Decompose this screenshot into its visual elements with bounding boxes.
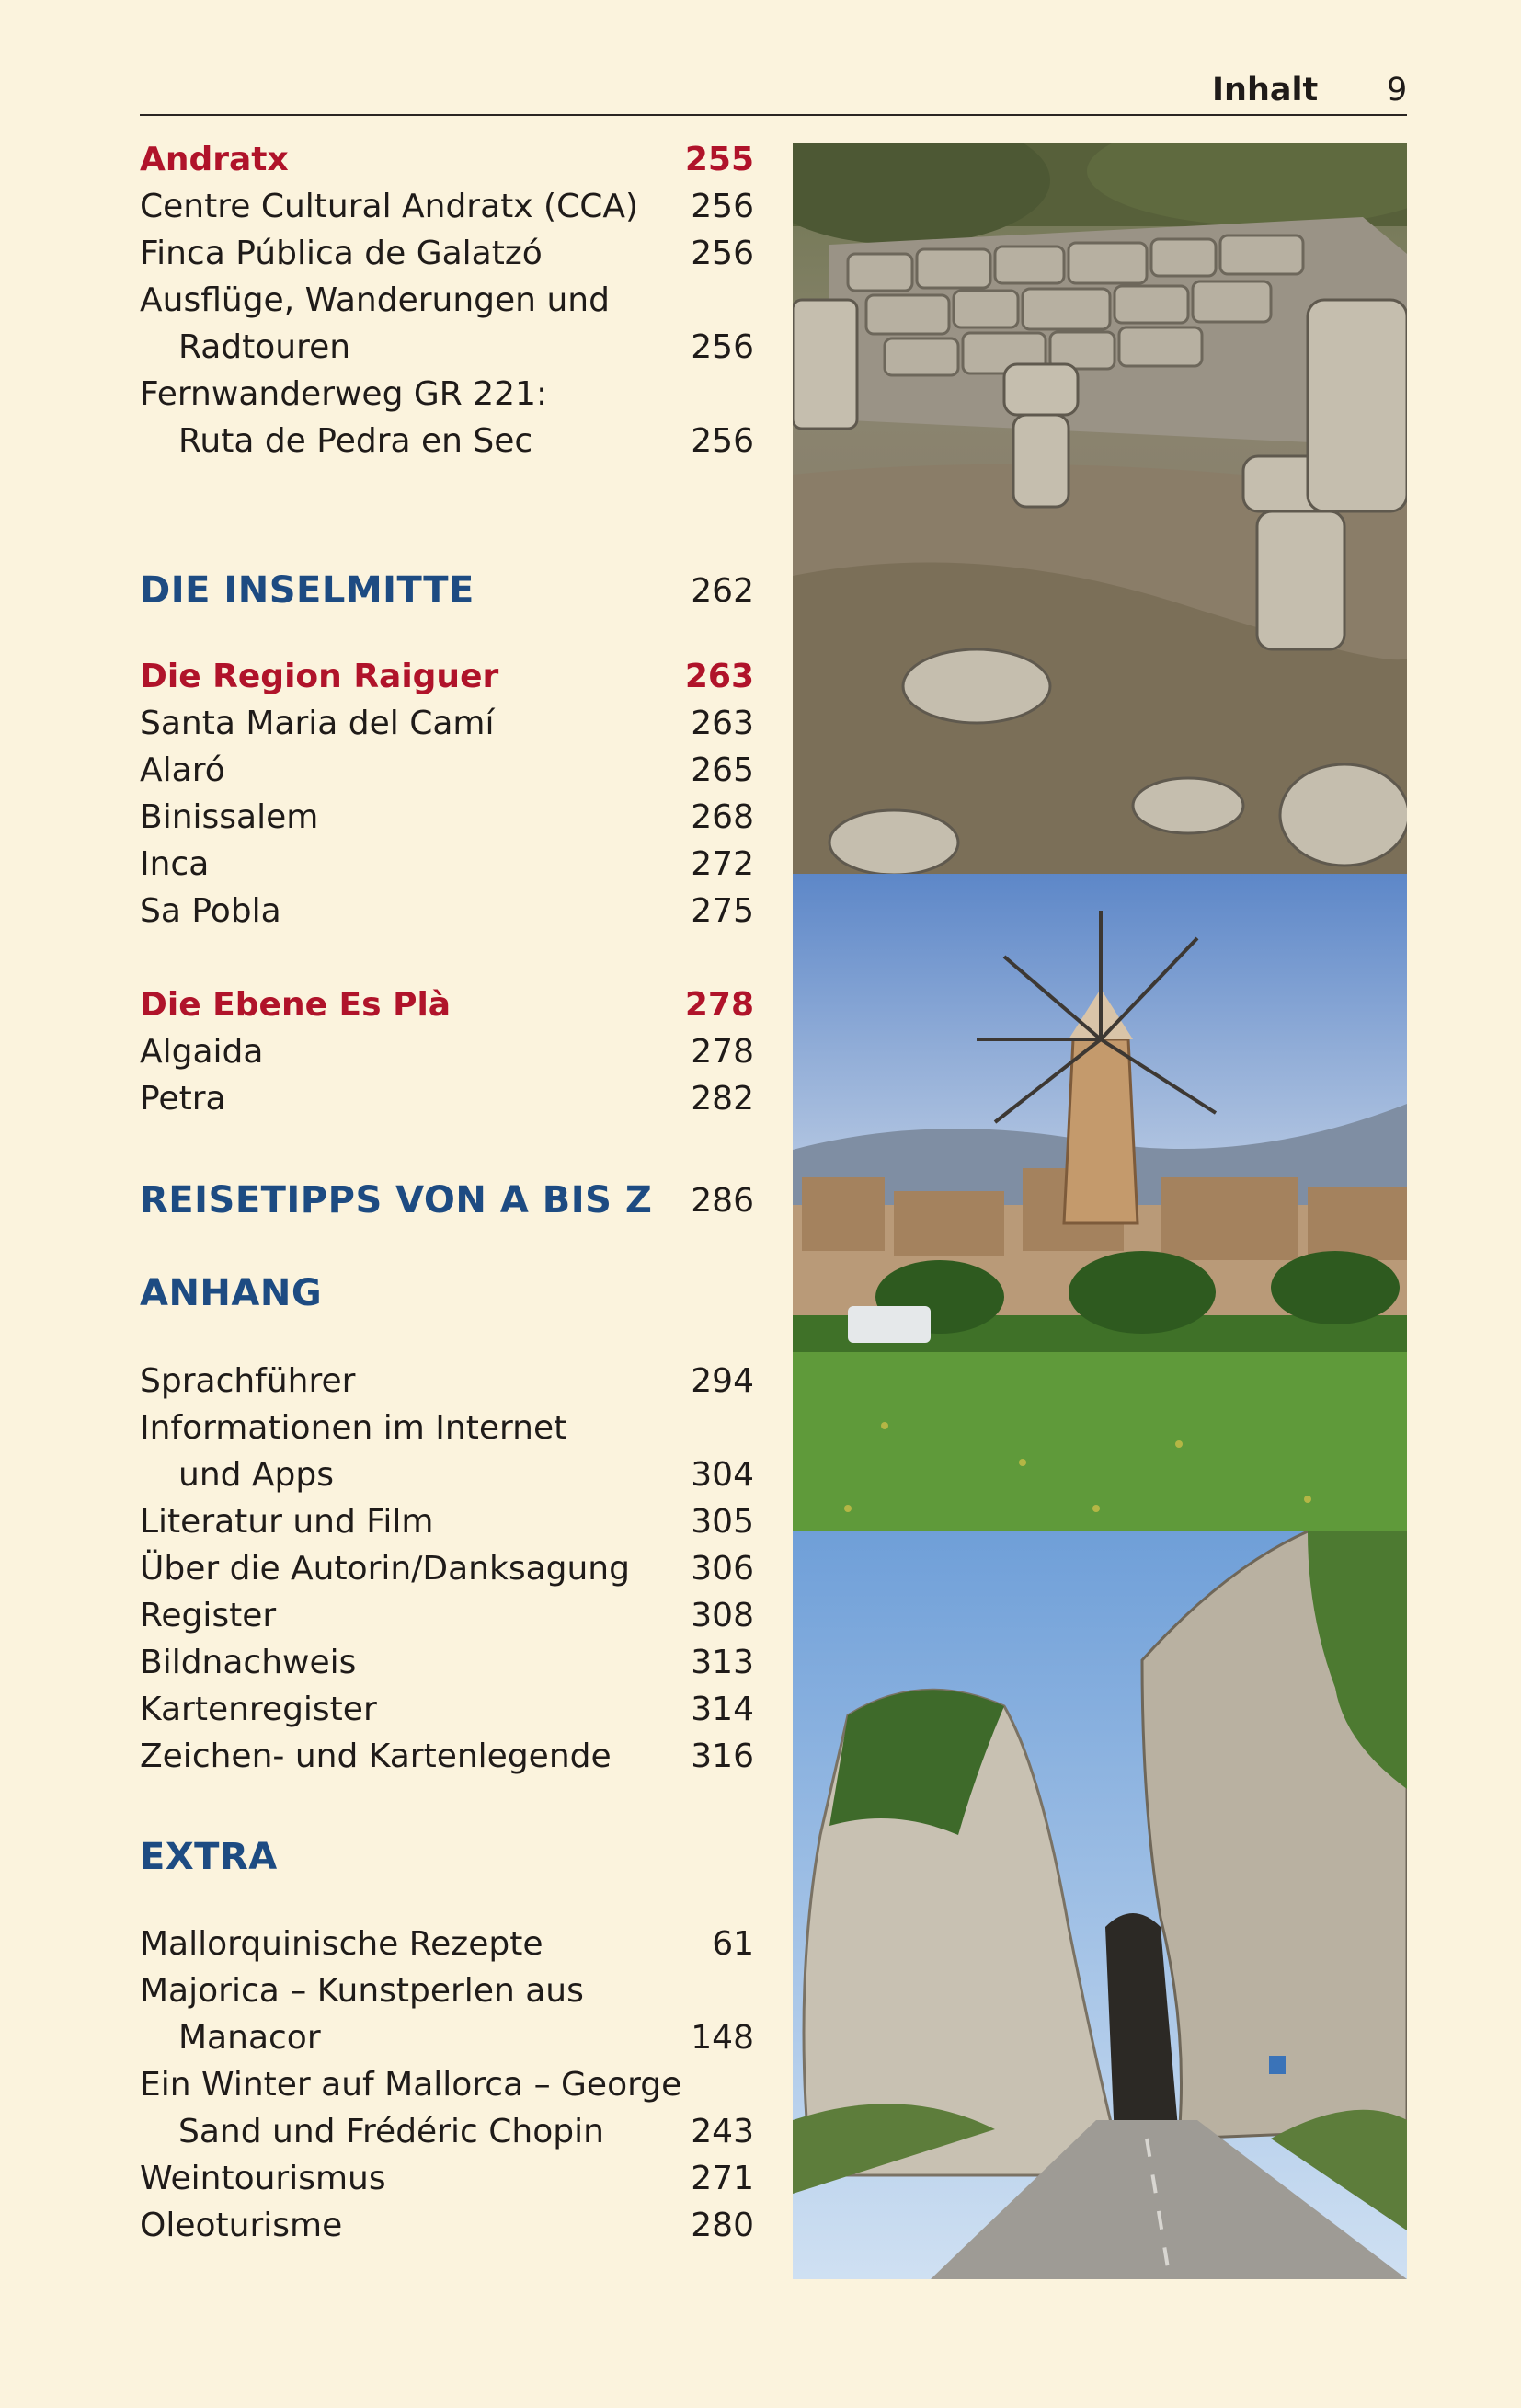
photo-gorge-road bbox=[793, 1531, 1407, 2279]
toc-subsection: Die Ebene Es Plà 278 bbox=[140, 986, 754, 1024]
toc-entry: Majorica – Kunstperlen aus bbox=[140, 1972, 584, 2010]
toc-entry: Ruta de Pedra en Sec 256 bbox=[178, 422, 754, 460]
toc-entry: Literatur und Film 305 bbox=[140, 1503, 754, 1541]
toc-entry: Fernwanderweg GR 221: bbox=[140, 375, 548, 413]
toc-entry: Radtouren 256 bbox=[178, 328, 754, 366]
toc-entry: Ein Winter auf Mallorca – George bbox=[140, 2066, 682, 2104]
header-rule bbox=[140, 114, 1407, 116]
toc-entry: Über die Autorin/Danksagung 306 bbox=[140, 1550, 754, 1588]
toc-entry: Oleoturisme 280 bbox=[140, 2207, 754, 2244]
toc-section-heading: REISETIPPS VON A BIS Z 286 bbox=[140, 1179, 754, 1221]
toc-section-heading: EXTRA bbox=[140, 1836, 278, 1878]
toc-entry: Petra 282 bbox=[140, 1080, 754, 1118]
toc-entry: Santa Maria del Camí 263 bbox=[140, 705, 754, 742]
toc-entry: Weintourismus 271 bbox=[140, 2160, 754, 2197]
page-number: 9 bbox=[1387, 72, 1408, 109]
running-header-title: Inhalt bbox=[1212, 72, 1319, 109]
photo-windmill bbox=[793, 874, 1407, 1531]
toc-entry: Mallorquinische Rezepte 61 bbox=[140, 1925, 754, 1963]
toc-entry: Register 308 bbox=[140, 1597, 754, 1634]
toc-subsection: Andratx 255 bbox=[140, 141, 754, 178]
toc-entry: Bildnachweis 313 bbox=[140, 1644, 754, 1681]
toc-entry: Zeichen- und Kartenlegende 316 bbox=[140, 1737, 754, 1775]
photo-stone-ruins bbox=[793, 143, 1407, 874]
toc-entry: Algaida 278 bbox=[140, 1033, 754, 1071]
toc-subsection: Die Region Raiguer 263 bbox=[140, 658, 754, 695]
toc-entry: Sand und Frédéric Chopin 243 bbox=[178, 2113, 754, 2150]
toc-entry: Manacor 148 bbox=[178, 2019, 754, 2057]
toc-entry: Ausflüge, Wanderungen und bbox=[140, 281, 610, 319]
toc-entry: Inca 272 bbox=[140, 845, 754, 883]
toc-entry: und Apps 304 bbox=[178, 1456, 754, 1494]
toc-entry: Binissalem 268 bbox=[140, 798, 754, 836]
toc-entry: Kartenregister 314 bbox=[140, 1691, 754, 1728]
toc-section-heading: ANHANG bbox=[140, 1272, 323, 1314]
toc-entry: Centre Cultural Andratx (CCA) 256 bbox=[140, 188, 754, 225]
toc-entry: Sa Pobla 275 bbox=[140, 892, 754, 930]
toc-entry: Alaró 265 bbox=[140, 751, 754, 789]
toc-entry: Sprachführer 294 bbox=[140, 1362, 754, 1400]
toc-entry: Finca Pública de Galatzó 256 bbox=[140, 235, 754, 272]
toc-entry: Informationen im Internet bbox=[140, 1409, 567, 1447]
toc-section-heading: DIE INSELMITTE 262 bbox=[140, 569, 754, 612]
